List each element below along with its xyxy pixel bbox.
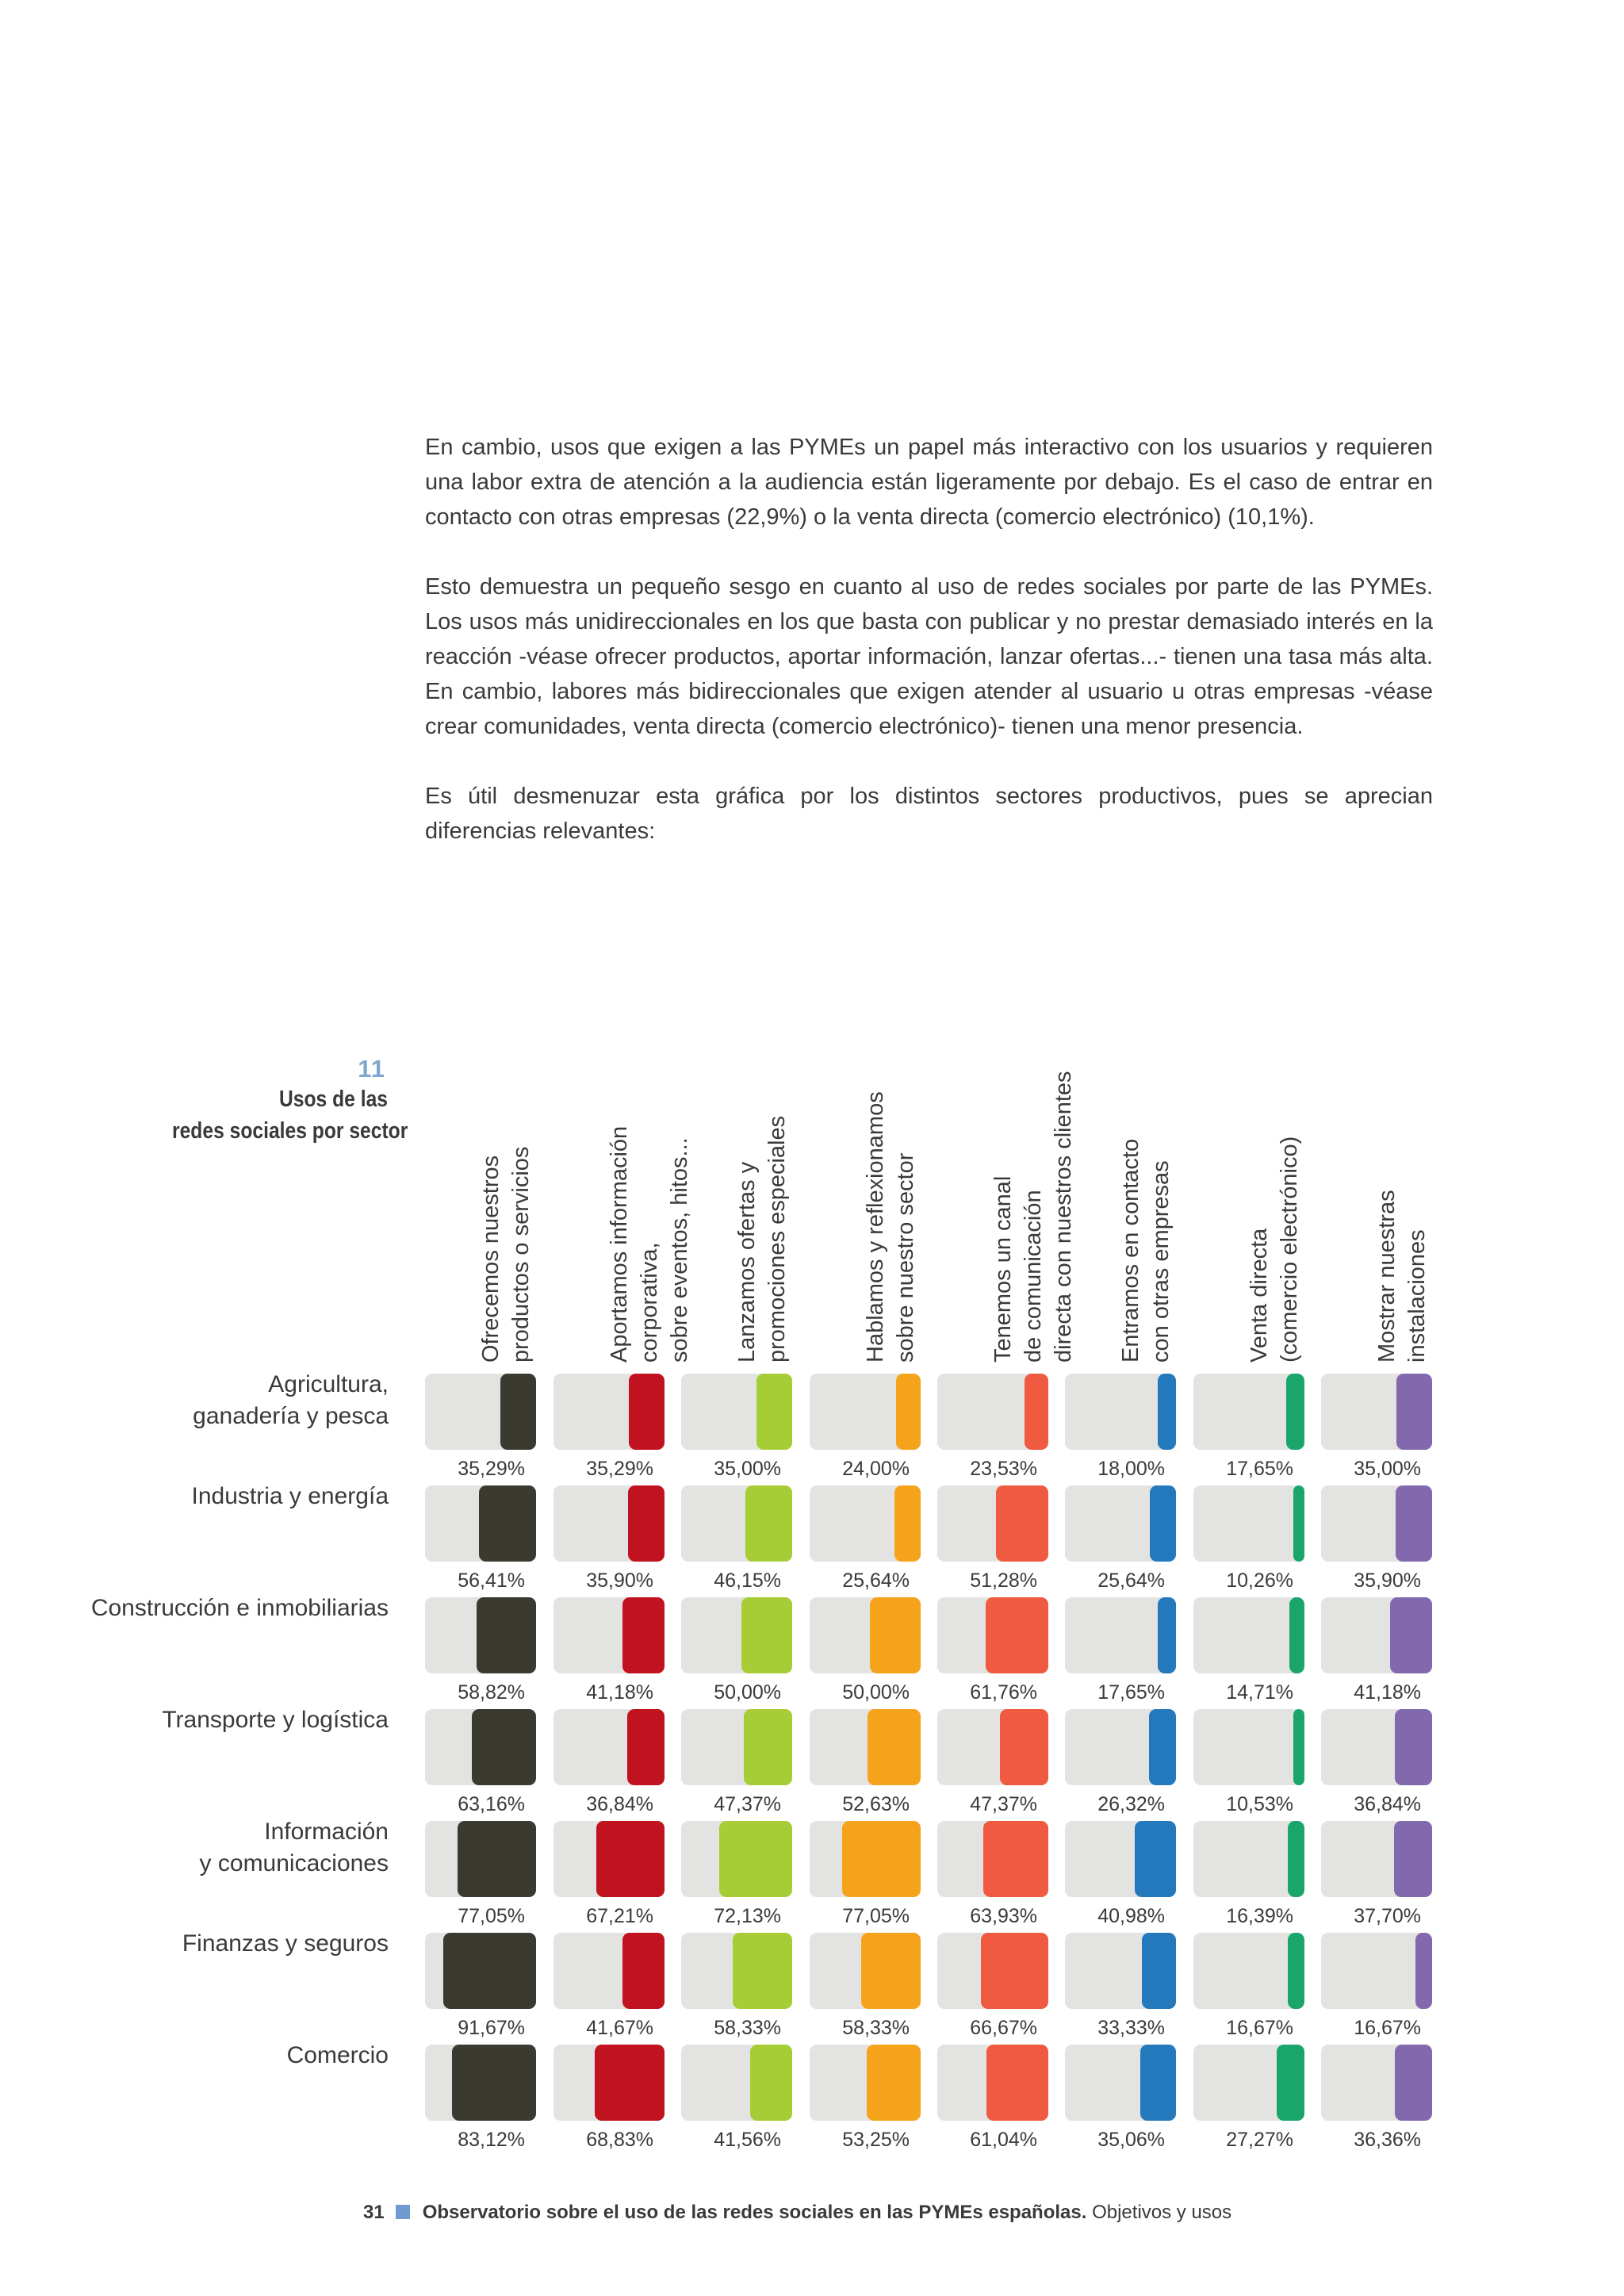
value-bar — [595, 2045, 665, 2121]
value-bar — [756, 1374, 792, 1450]
value-label: 77,05% — [842, 1905, 910, 1927]
value-bar — [1158, 1374, 1176, 1450]
value-bar — [1293, 1709, 1304, 1785]
value-label: 72,13% — [714, 1905, 781, 1927]
cell-track — [681, 1485, 792, 1562]
cell-track — [553, 1374, 665, 1450]
value-bar — [596, 1821, 665, 1897]
value-bar — [1158, 1597, 1176, 1673]
value-bar — [477, 1597, 536, 1673]
value-label: 41,18% — [1354, 1681, 1421, 1704]
value-label: 52,63% — [842, 1793, 910, 1815]
value-label: 68,83% — [586, 2129, 653, 2151]
value-bar — [472, 1709, 536, 1785]
value-label: 36,84% — [1354, 1793, 1421, 1815]
value-label: 47,37% — [714, 1793, 781, 1815]
value-label: 33,33% — [1097, 2017, 1165, 2039]
value-bar — [1289, 1597, 1304, 1673]
cell-track — [681, 1821, 792, 1897]
cell-track — [810, 1821, 921, 1897]
value-label: 41,18% — [586, 1681, 653, 1704]
value-bar — [719, 1821, 792, 1897]
cell-track — [1321, 1821, 1432, 1897]
cell-track — [810, 1933, 921, 2009]
value-bar — [981, 1933, 1048, 2009]
value-label: 47,37% — [970, 1793, 1037, 1815]
value-bar — [867, 2045, 921, 2121]
cell-track — [553, 1933, 665, 2009]
value-label: 50,00% — [842, 1681, 910, 1704]
value-label: 56,41% — [458, 1570, 525, 1592]
value-bar — [986, 2045, 1048, 2121]
value-label: 58,33% — [842, 2017, 910, 2039]
value-label: 25,64% — [842, 1570, 910, 1592]
cell-track — [810, 2045, 921, 2121]
cell-track — [1321, 1933, 1432, 2009]
cell-track — [553, 1485, 665, 1562]
cell-track — [1065, 1709, 1176, 1785]
cell-track — [1193, 1485, 1304, 1562]
value-bar — [628, 1485, 665, 1562]
sector-label: Construcción e inmobiliarias — [90, 1595, 389, 1621]
cell-track — [681, 1709, 792, 1785]
value-bar — [1025, 1374, 1048, 1450]
value-label: 66,67% — [970, 2017, 1037, 2039]
value-bar — [479, 1485, 536, 1562]
value-bar — [629, 1374, 665, 1450]
sector-label: Información y comunicaciones — [199, 1819, 389, 1876]
cell-track — [937, 1374, 1048, 1450]
cell-track — [681, 1374, 792, 1450]
value-bar — [741, 1597, 792, 1673]
value-bar — [1000, 1709, 1048, 1785]
value-bar — [1140, 2045, 1176, 2121]
value-bar — [1395, 2045, 1432, 2121]
value-bar — [1288, 1933, 1304, 2009]
sector-label: Transporte y logística — [162, 1707, 389, 1733]
cell-track — [810, 1374, 921, 1450]
value-label: 16,67% — [1226, 2017, 1293, 2039]
value-label: 41,67% — [586, 2017, 653, 2039]
value-bar — [745, 1485, 792, 1562]
value-label: 36,36% — [1354, 2129, 1421, 2151]
cell-track — [937, 1597, 1048, 1673]
value-bar — [1288, 1821, 1304, 1897]
value-bar — [443, 1933, 536, 2009]
value-label: 14,71% — [1226, 1681, 1293, 1704]
column-header: Ofrecemos nuestros productos o servicios — [478, 1146, 534, 1363]
value-label: 26,32% — [1097, 1793, 1165, 1815]
value-label: 91,67% — [458, 2017, 525, 2039]
cell-track — [1065, 1485, 1176, 1562]
paragraph-3: Es útil desmenuzar esta gráfica por los distintos sectores productivos, pues se aprecian diferencias relevantes: — [425, 784, 1433, 844]
value-label: 58,82% — [458, 1681, 525, 1704]
cell-track — [810, 1597, 921, 1673]
value-bar — [1396, 1374, 1432, 1450]
value-bar — [622, 1933, 665, 2009]
value-label: 51,28% — [970, 1570, 1037, 1592]
cell-track — [681, 1597, 792, 1673]
value-bar — [1149, 1709, 1176, 1785]
value-label: 67,21% — [586, 1905, 653, 1927]
cell-track — [1321, 1485, 1432, 1562]
cell-track — [553, 1821, 665, 1897]
value-label: 35,00% — [1354, 1458, 1421, 1480]
value-label: 17,65% — [1226, 1458, 1293, 1480]
cell-track — [937, 1933, 1048, 2009]
value-label: 50,00% — [714, 1681, 781, 1704]
value-bar — [996, 1485, 1048, 1562]
value-bar — [983, 1821, 1048, 1897]
value-label: 35,06% — [1097, 2129, 1165, 2151]
value-label: 63,16% — [458, 1793, 525, 1815]
value-bar — [744, 1709, 792, 1785]
value-bar — [896, 1374, 921, 1450]
cell-track — [553, 2045, 665, 2121]
value-bar — [1286, 1374, 1304, 1450]
cell-track — [681, 2045, 792, 2121]
cell-track — [681, 1933, 792, 2009]
cell-track — [1065, 2045, 1176, 2121]
value-bar — [458, 1821, 536, 1897]
value-bar — [861, 1933, 921, 2009]
cell-track — [1321, 2045, 1432, 2121]
cell-track — [425, 1597, 536, 1673]
cell-track — [937, 2045, 1048, 2121]
sector-label: Industria y energía — [191, 1483, 389, 1509]
cell-track — [810, 1485, 921, 1562]
value-label: 10,26% — [1226, 1570, 1293, 1592]
cell-track — [425, 1485, 536, 1562]
column-header: Hablamos y reflexionamos sobre nuestro sector — [863, 1091, 918, 1363]
value-label: 77,05% — [458, 1905, 525, 1927]
cell-track — [1193, 1709, 1304, 1785]
cell-track — [1321, 1597, 1432, 1673]
cell-track — [937, 1709, 1048, 1785]
value-bar — [622, 1597, 665, 1673]
value-bar — [1390, 1597, 1432, 1673]
value-bar — [750, 2045, 792, 2121]
footer-square-icon — [396, 2205, 410, 2219]
value-bar — [733, 1933, 792, 2009]
sector-label: Comercio — [286, 2042, 389, 2068]
column-header: Tenemos un canal de comunicación directa con nuestros clientes — [990, 1071, 1076, 1363]
sector-label: Finanzas y seguros — [182, 1930, 389, 1957]
value-bar — [1394, 1821, 1432, 1897]
body-text — [425, 430, 1433, 884]
figure-title — [172, 1083, 408, 1147]
value-bar — [894, 1485, 921, 1562]
value-label: 46,15% — [714, 1570, 781, 1592]
value-label: 35,90% — [1354, 1570, 1421, 1592]
cell-track — [553, 1597, 665, 1673]
cell-track — [1193, 2045, 1304, 2121]
value-label: 23,53% — [970, 1458, 1037, 1480]
value-bar — [842, 1821, 921, 1897]
column-header: Aportamos información corporativa, sobre eventos, hitos... — [607, 1125, 692, 1363]
value-label: 63,93% — [970, 1905, 1037, 1927]
value-bar — [868, 1709, 921, 1785]
cell-track — [1065, 1597, 1176, 1673]
column-header: Entramos en contacto con otras empresas — [1118, 1138, 1174, 1363]
column-header: Venta directa (comercio electrónico) — [1247, 1136, 1302, 1363]
cell-track — [937, 1485, 1048, 1562]
value-label: 53,25% — [842, 2129, 910, 2151]
cell-track — [425, 1709, 536, 1785]
value-bar — [1395, 1709, 1432, 1785]
cell-track — [1065, 1933, 1176, 2009]
cell-track — [1193, 1933, 1304, 2009]
value-bar — [1396, 1485, 1432, 1562]
cell-track — [1321, 1709, 1432, 1785]
paragraph-2: Esto demuestra un pequeño sesgo en cuanto al uso de redes sociales por parte de las PYMEs. Los usos más unidireccionales en los que basta con publicar y no prestar demasiado interés en la reacción -véase ofrecer productos, aportar información, lanzar ofertas...- tienen una tasa más alta. En cambio, labores más bidireccionales que exigen atender al usuario u otras empresas -véase crear comunidades, venta directa (comercio electrónico)- tienen una menor presencia. — [425, 574, 1433, 739]
cell-track — [1321, 1374, 1432, 1450]
cell-track — [1065, 1374, 1176, 1450]
cell-track — [937, 1821, 1048, 1897]
column-header: Mostrar nuestras instalaciones — [1374, 1190, 1430, 1363]
value-label: 25,64% — [1097, 1570, 1165, 1592]
value-label: 58,33% — [714, 2017, 781, 2039]
value-label: 83,12% — [458, 2129, 525, 2151]
value-bar — [1142, 1933, 1176, 2009]
figure-number: 11 — [358, 1055, 385, 1083]
value-label: 27,27% — [1226, 2129, 1293, 2151]
cell-track — [1193, 1374, 1304, 1450]
cell-track — [1193, 1821, 1304, 1897]
value-bar — [1293, 1485, 1304, 1562]
value-label: 24,00% — [842, 1458, 910, 1480]
figure-title-text: Usos de las redes sociales por sector — [172, 1087, 408, 1144]
value-bar — [500, 1374, 536, 1450]
page-footer — [363, 2202, 1231, 2224]
value-label: 35,29% — [586, 1458, 653, 1480]
value-label: 36,84% — [586, 1793, 653, 1815]
cell-track — [1065, 1821, 1176, 1897]
footer-title: Observatorio sobre el uso de las redes sociales en las PYMEs españolas. — [422, 2202, 1087, 2223]
value-label: 35,00% — [714, 1458, 781, 1480]
value-bar — [1150, 1485, 1176, 1562]
cell-track — [425, 1933, 536, 2009]
cell-track — [425, 1821, 536, 1897]
value-label: 40,98% — [1097, 1905, 1165, 1927]
value-bar — [870, 1597, 921, 1673]
cell-track — [425, 2045, 536, 2121]
value-bar — [1135, 1821, 1176, 1897]
cell-track — [425, 1374, 536, 1450]
page-number: 31 — [363, 2202, 385, 2223]
value-bar — [627, 1709, 665, 1785]
column-header: Lanzamos ofertas y promociones especiales — [734, 1115, 790, 1363]
value-bar — [986, 1597, 1048, 1673]
footer-subtitle: Objetivos y usos — [1092, 2202, 1232, 2223]
value-label: 35,90% — [586, 1570, 653, 1592]
paragraph-1: En cambio, usos que exigen a las PYMEs un papel más interactivo con los usuarios y requieren una labor extra de atención a la audiencia están ligeramente por debajo. Es el caso de entrar en contacto con otras empresas (22,9%) o la venta directa (comercio electrónico) (10,1%). — [425, 435, 1433, 530]
value-label: 10,53% — [1226, 1793, 1293, 1815]
value-label: 16,39% — [1226, 1905, 1293, 1927]
value-bar — [1415, 1933, 1432, 2009]
value-label: 18,00% — [1097, 1458, 1165, 1480]
value-bar — [1277, 2045, 1304, 2121]
value-label: 17,65% — [1097, 1681, 1165, 1704]
value-label: 37,70% — [1354, 1905, 1421, 1927]
value-label: 61,76% — [970, 1681, 1037, 1704]
value-bar — [452, 2045, 536, 2121]
value-label: 35,29% — [458, 1458, 525, 1480]
sector-label: Agricultura, ganadería y pesca — [193, 1371, 389, 1429]
value-label: 61,04% — [970, 2129, 1037, 2151]
value-label: 41,56% — [714, 2129, 781, 2151]
cell-track — [553, 1709, 665, 1785]
cell-track — [1193, 1597, 1304, 1673]
value-label: 16,67% — [1354, 2017, 1421, 2039]
cell-track — [810, 1709, 921, 1785]
